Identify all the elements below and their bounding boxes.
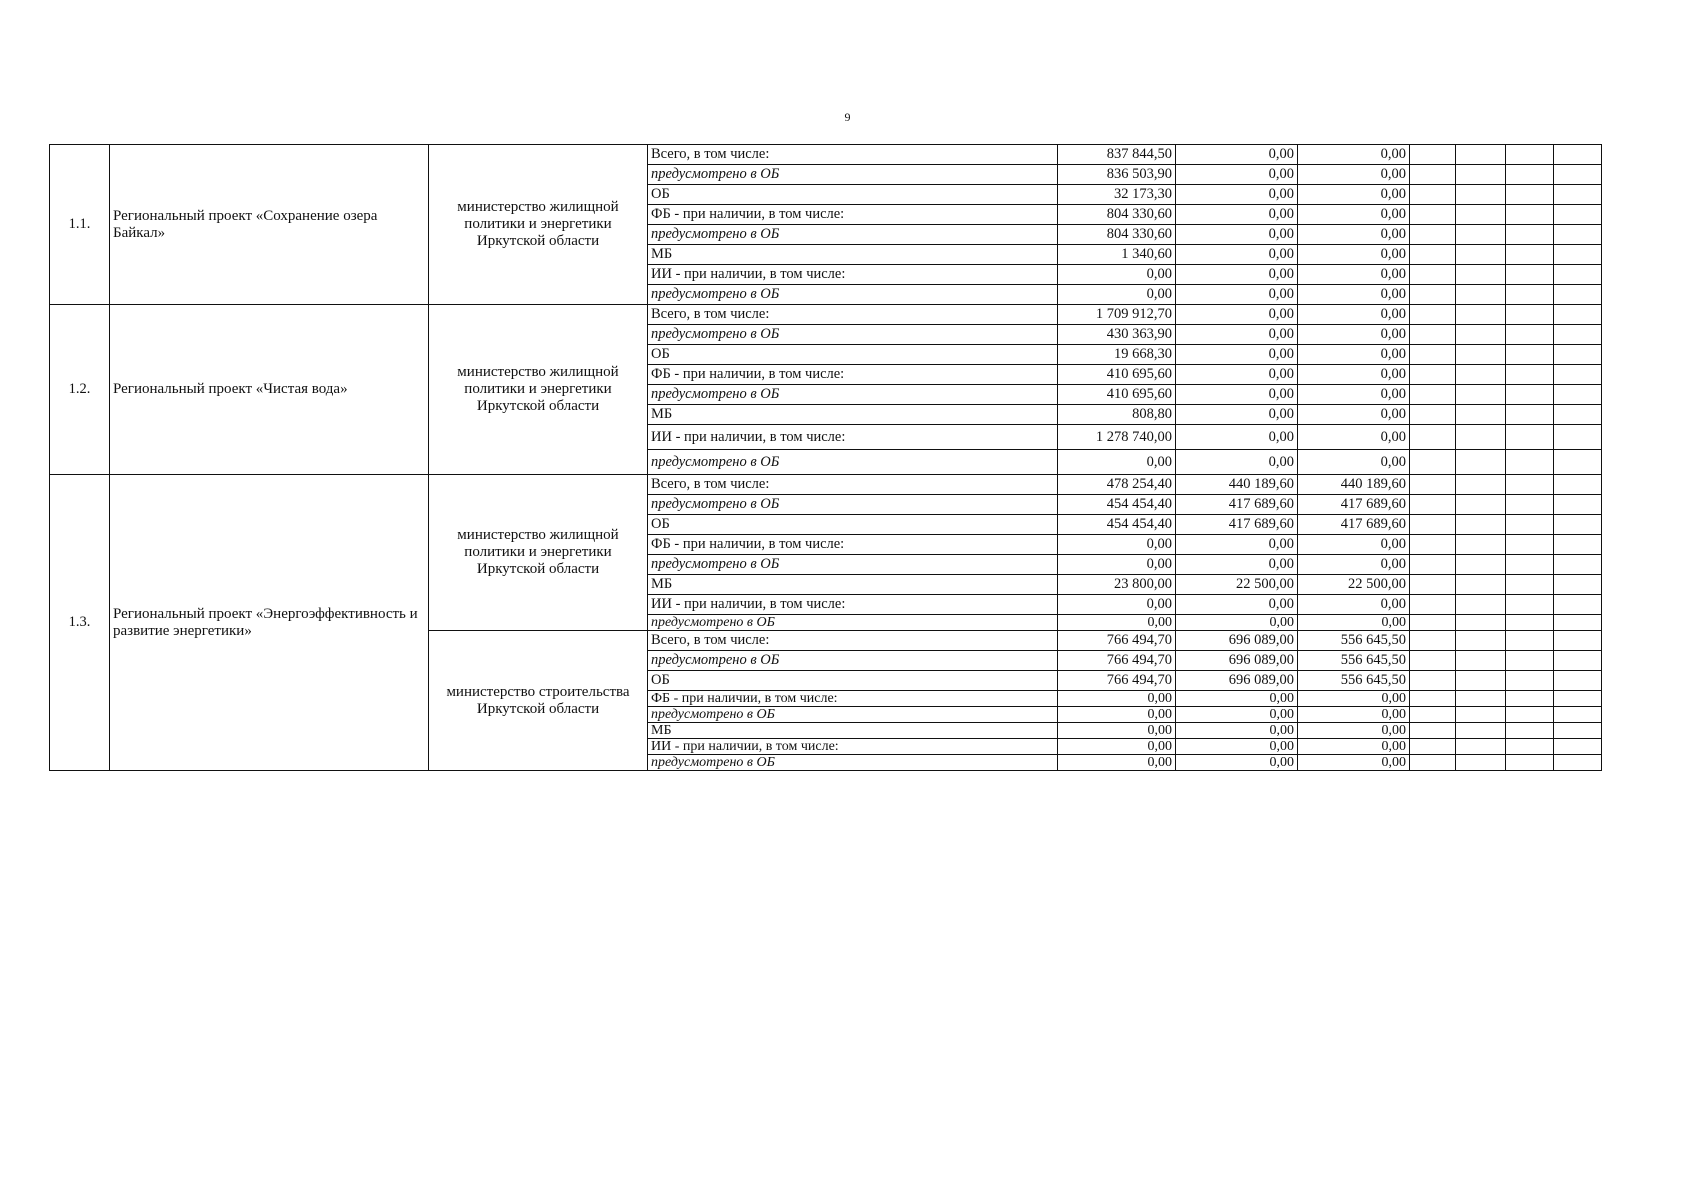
amount-year-3: 556 645,50 [1298,631,1410,651]
empty-cell [1506,723,1554,739]
empty-cell [1506,285,1554,305]
empty-cell [1506,739,1554,755]
amount-year-1: 766 494,70 [1058,671,1176,691]
empty-cell [1554,145,1602,165]
empty-cell [1554,555,1602,575]
amount-year-3: 0,00 [1298,265,1410,285]
empty-cell [1456,739,1506,755]
empty-cell [1410,325,1456,345]
empty-cell [1410,755,1456,771]
amount-year-1: 19 668,30 [1058,345,1176,365]
empty-cell [1410,345,1456,365]
amount-year-2: 0,00 [1176,723,1298,739]
empty-cell [1506,205,1554,225]
amount-year-3: 0,00 [1298,535,1410,555]
empty-cell [1554,615,1602,631]
amount-year-3: 22 500,00 [1298,575,1410,595]
empty-cell [1410,365,1456,385]
funding-source-label: предусмотрено в ОБ [648,651,1058,671]
amount-year-2: 0,00 [1176,285,1298,305]
amount-year-2: 0,00 [1176,595,1298,615]
empty-cell [1456,651,1506,671]
funding-source-label: ИИ - при наличии, в том числе: [648,265,1058,285]
empty-cell [1554,691,1602,707]
empty-cell [1410,651,1456,671]
amount-year-3: 0,00 [1298,285,1410,305]
amount-year-3: 0,00 [1298,145,1410,165]
empty-cell [1410,707,1456,723]
amount-year-1: 430 363,90 [1058,325,1176,345]
amount-year-2: 0,00 [1176,145,1298,165]
amount-year-2: 0,00 [1176,265,1298,285]
empty-cell [1410,385,1456,405]
amount-year-3: 556 645,50 [1298,651,1410,671]
amount-year-3: 0,00 [1298,365,1410,385]
empty-cell [1456,145,1506,165]
empty-cell [1554,515,1602,535]
amount-year-1: 0,00 [1058,555,1176,575]
empty-cell [1506,185,1554,205]
empty-cell [1506,405,1554,425]
empty-cell [1410,615,1456,631]
amount-year-1: 410 695,60 [1058,365,1176,385]
empty-cell [1456,345,1506,365]
amount-year-1: 478 254,40 [1058,475,1176,495]
empty-cell [1410,185,1456,205]
amount-year-2: 0,00 [1176,365,1298,385]
amount-year-1: 0,00 [1058,595,1176,615]
amount-year-2: 0,00 [1176,325,1298,345]
amount-year-2: 0,00 [1176,707,1298,723]
amount-year-1: 1 278 740,00 [1058,425,1176,450]
empty-cell [1554,225,1602,245]
project-name: Региональный проект «Чистая вода» [110,305,429,475]
empty-cell [1506,515,1554,535]
amount-year-3: 440 189,60 [1298,475,1410,495]
amount-year-3: 0,00 [1298,739,1410,755]
amount-year-2: 696 089,00 [1176,651,1298,671]
empty-cell [1456,755,1506,771]
funding-source-label: предусмотрено в ОБ [648,285,1058,305]
amount-year-3: 0,00 [1298,555,1410,575]
amount-year-2: 0,00 [1176,185,1298,205]
empty-cell [1506,245,1554,265]
amount-year-2: 0,00 [1176,385,1298,405]
amount-year-1: 454 454,40 [1058,515,1176,535]
amount-year-3: 0,00 [1298,325,1410,345]
empty-cell [1506,265,1554,285]
empty-cell [1456,265,1506,285]
empty-cell [1410,285,1456,305]
empty-cell [1506,475,1554,495]
funding-source-label: предусмотрено в ОБ [648,555,1058,575]
amount-year-2: 696 089,00 [1176,671,1298,691]
amount-year-1: 766 494,70 [1058,631,1176,651]
executor-name: министерство жилищной политики и энергетики Иркутской области [429,305,648,475]
empty-cell [1506,495,1554,515]
funding-source-label: предусмотрено в ОБ [648,325,1058,345]
empty-cell [1456,385,1506,405]
amount-year-2: 0,00 [1176,225,1298,245]
empty-cell [1456,535,1506,555]
funding-source-label: МБ [648,575,1058,595]
amount-year-1: 0,00 [1058,691,1176,707]
empty-cell [1554,739,1602,755]
empty-cell [1456,515,1506,535]
empty-cell [1506,365,1554,385]
amount-year-2: 0,00 [1176,165,1298,185]
amount-year-1: 32 173,30 [1058,185,1176,205]
empty-cell [1410,723,1456,739]
empty-cell [1554,425,1602,450]
amount-year-1: 1 340,60 [1058,245,1176,265]
empty-cell [1554,285,1602,305]
empty-cell [1456,671,1506,691]
amount-year-1: 1 709 912,70 [1058,305,1176,325]
empty-cell [1410,205,1456,225]
amount-year-1: 804 330,60 [1058,205,1176,225]
empty-cell [1554,671,1602,691]
funding-source-label: предусмотрено в ОБ [648,385,1058,405]
amount-year-3: 417 689,60 [1298,495,1410,515]
funding-source-label: Всего, в том числе: [648,145,1058,165]
empty-cell [1506,385,1554,405]
amount-year-2: 0,00 [1176,615,1298,631]
funding-source-label: Всего, в том числе: [648,631,1058,651]
empty-cell [1456,245,1506,265]
empty-cell [1554,365,1602,385]
empty-cell [1506,595,1554,615]
funding-source-label: предусмотрено в ОБ [648,615,1058,631]
empty-cell [1410,515,1456,535]
empty-cell [1554,495,1602,515]
budget-table [49,144,1602,771]
empty-cell [1456,365,1506,385]
amount-year-2: 0,00 [1176,739,1298,755]
empty-cell [1410,555,1456,575]
empty-cell [1456,475,1506,495]
empty-cell [1506,615,1554,631]
table-row [50,305,1602,325]
amount-year-1: 0,00 [1058,739,1176,755]
amount-year-3: 0,00 [1298,595,1410,615]
empty-cell [1506,325,1554,345]
empty-cell [1456,450,1506,475]
amount-year-2: 0,00 [1176,345,1298,365]
empty-cell [1554,631,1602,651]
amount-year-3: 0,00 [1298,723,1410,739]
amount-year-3: 0,00 [1298,165,1410,185]
funding-source-label: ИИ - при наличии, в том числе: [648,425,1058,450]
empty-cell [1554,405,1602,425]
empty-cell [1554,707,1602,723]
empty-cell [1456,425,1506,450]
funding-source-label: Всего, в том числе: [648,305,1058,325]
empty-cell [1410,671,1456,691]
empty-cell [1554,535,1602,555]
amount-year-1: 808,80 [1058,405,1176,425]
empty-cell [1456,165,1506,185]
empty-cell [1554,755,1602,771]
amount-year-2: 417 689,60 [1176,495,1298,515]
empty-cell [1554,165,1602,185]
empty-cell [1506,691,1554,707]
amount-year-1: 0,00 [1058,285,1176,305]
table-body [50,145,1602,771]
amount-year-1: 0,00 [1058,723,1176,739]
amount-year-1: 454 454,40 [1058,495,1176,515]
empty-cell [1554,651,1602,671]
amount-year-3: 0,00 [1298,225,1410,245]
funding-source-label: ОБ [648,345,1058,365]
empty-cell [1554,723,1602,739]
amount-year-3: 0,00 [1298,345,1410,365]
amount-year-2: 0,00 [1176,691,1298,707]
funding-source-label: предусмотрено в ОБ [648,707,1058,723]
page-number: 9 [844,110,851,124]
table-row [50,145,1602,165]
amount-year-3: 0,00 [1298,405,1410,425]
funding-source-label: МБ [648,723,1058,739]
amount-year-2: 0,00 [1176,555,1298,575]
empty-cell [1506,450,1554,475]
funding-source-label: МБ [648,245,1058,265]
empty-cell [1410,739,1456,755]
empty-cell [1554,185,1602,205]
amount-year-2: 0,00 [1176,405,1298,425]
project-code: 1.2. [50,305,110,475]
funding-source-label: предусмотрено в ОБ [648,225,1058,245]
amount-year-1: 837 844,50 [1058,145,1176,165]
funding-source-label: ОБ [648,515,1058,535]
project-code: 1.1. [50,145,110,305]
empty-cell [1410,450,1456,475]
amount-year-2: 0,00 [1176,535,1298,555]
empty-cell [1554,575,1602,595]
empty-cell [1456,405,1506,425]
empty-cell [1506,555,1554,575]
empty-cell [1410,405,1456,425]
empty-cell [1506,651,1554,671]
amount-year-3: 0,00 [1298,707,1410,723]
amount-year-3: 0,00 [1298,185,1410,205]
empty-cell [1456,325,1506,345]
empty-cell [1410,595,1456,615]
empty-cell [1554,265,1602,285]
funding-source-label: ФБ - при наличии, в том числе: [648,535,1058,555]
empty-cell [1554,385,1602,405]
amount-year-3: 556 645,50 [1298,671,1410,691]
funding-source-label: ОБ [648,671,1058,691]
amount-year-3: 0,00 [1298,245,1410,265]
empty-cell [1410,535,1456,555]
empty-cell [1456,615,1506,631]
amount-year-1: 0,00 [1058,535,1176,555]
project-name: Региональный проект «Сохранение озера Байкал» [110,145,429,305]
empty-cell [1554,475,1602,495]
project-code: 1.3. [50,475,110,771]
empty-cell [1410,165,1456,185]
amount-year-3: 0,00 [1298,755,1410,771]
amount-year-3: 417 689,60 [1298,515,1410,535]
amount-year-1: 0,00 [1058,450,1176,475]
amount-year-2: 0,00 [1176,245,1298,265]
amount-year-1: 0,00 [1058,265,1176,285]
amount-year-1: 0,00 [1058,755,1176,771]
empty-cell [1456,225,1506,245]
empty-cell [1506,345,1554,365]
funding-source-label: ФБ - при наличии, в том числе: [648,365,1058,385]
amount-year-1: 410 695,60 [1058,385,1176,405]
amount-year-3: 0,00 [1298,305,1410,325]
amount-year-3: 0,00 [1298,425,1410,450]
funding-source-label: предусмотрено в ОБ [648,450,1058,475]
empty-cell [1456,595,1506,615]
empty-cell [1456,205,1506,225]
funding-source-label: ОБ [648,185,1058,205]
funding-source-label: предусмотрено в ОБ [648,755,1058,771]
empty-cell [1456,555,1506,575]
funding-source-label: МБ [648,405,1058,425]
empty-cell [1506,535,1554,555]
amount-year-2: 0,00 [1176,425,1298,450]
empty-cell [1506,755,1554,771]
executor-name: министерство строительства Иркутской области [429,631,648,771]
empty-cell [1554,345,1602,365]
empty-cell [1456,285,1506,305]
empty-cell [1506,145,1554,165]
amount-year-3: 0,00 [1298,691,1410,707]
amount-year-2: 417 689,60 [1176,515,1298,535]
empty-cell [1410,575,1456,595]
empty-cell [1410,265,1456,285]
empty-cell [1410,305,1456,325]
funding-source-label: предусмотрено в ОБ [648,165,1058,185]
funding-source-label: ФБ - при наличии, в том числе: [648,205,1058,225]
amount-year-2: 0,00 [1176,305,1298,325]
empty-cell [1506,425,1554,450]
funding-source-label: ИИ - при наличии, в том числе: [648,595,1058,615]
empty-cell [1506,225,1554,245]
amount-year-1: 0,00 [1058,615,1176,631]
amount-year-2: 0,00 [1176,205,1298,225]
empty-cell [1506,707,1554,723]
empty-cell [1506,671,1554,691]
amount-year-2: 440 189,60 [1176,475,1298,495]
executor-name: министерство жилищной политики и энергетики Иркутской области [429,475,648,631]
amount-year-2: 22 500,00 [1176,575,1298,595]
amount-year-3: 0,00 [1298,450,1410,475]
amount-year-1: 0,00 [1058,707,1176,723]
empty-cell [1506,631,1554,651]
empty-cell [1554,325,1602,345]
empty-cell [1506,165,1554,185]
table-row [50,475,1602,495]
empty-cell [1410,495,1456,515]
empty-cell [1554,450,1602,475]
amount-year-1: 23 800,00 [1058,575,1176,595]
amount-year-1: 836 503,90 [1058,165,1176,185]
funding-source-label: ИИ - при наличии, в том числе: [648,739,1058,755]
empty-cell [1456,575,1506,595]
executor-name: министерство жилищной политики и энергетики Иркутской области [429,145,648,305]
empty-cell [1554,205,1602,225]
amount-year-2: 0,00 [1176,450,1298,475]
empty-cell [1456,495,1506,515]
empty-cell [1456,691,1506,707]
amount-year-3: 0,00 [1298,615,1410,631]
empty-cell [1554,305,1602,325]
project-name: Региональный проект «Энергоэффективность и развитие энергетики» [110,475,429,771]
amount-year-3: 0,00 [1298,385,1410,405]
empty-cell [1410,225,1456,245]
empty-cell [1410,475,1456,495]
empty-cell [1554,245,1602,265]
funding-source-label: Всего, в том числе: [648,475,1058,495]
funding-source-label: ФБ - при наличии, в том числе: [648,691,1058,707]
empty-cell [1410,691,1456,707]
amount-year-1: 766 494,70 [1058,651,1176,671]
amount-year-1: 804 330,60 [1058,225,1176,245]
amount-year-3: 0,00 [1298,205,1410,225]
empty-cell [1456,707,1506,723]
empty-cell [1506,305,1554,325]
empty-cell [1410,145,1456,165]
funding-source-label: предусмотрено в ОБ [648,495,1058,515]
empty-cell [1410,245,1456,265]
empty-cell [1456,723,1506,739]
empty-cell [1456,305,1506,325]
empty-cell [1410,425,1456,450]
empty-cell [1554,595,1602,615]
amount-year-2: 696 089,00 [1176,631,1298,651]
empty-cell [1456,631,1506,651]
amount-year-2: 0,00 [1176,755,1298,771]
empty-cell [1456,185,1506,205]
empty-cell [1506,575,1554,595]
empty-cell [1410,631,1456,651]
